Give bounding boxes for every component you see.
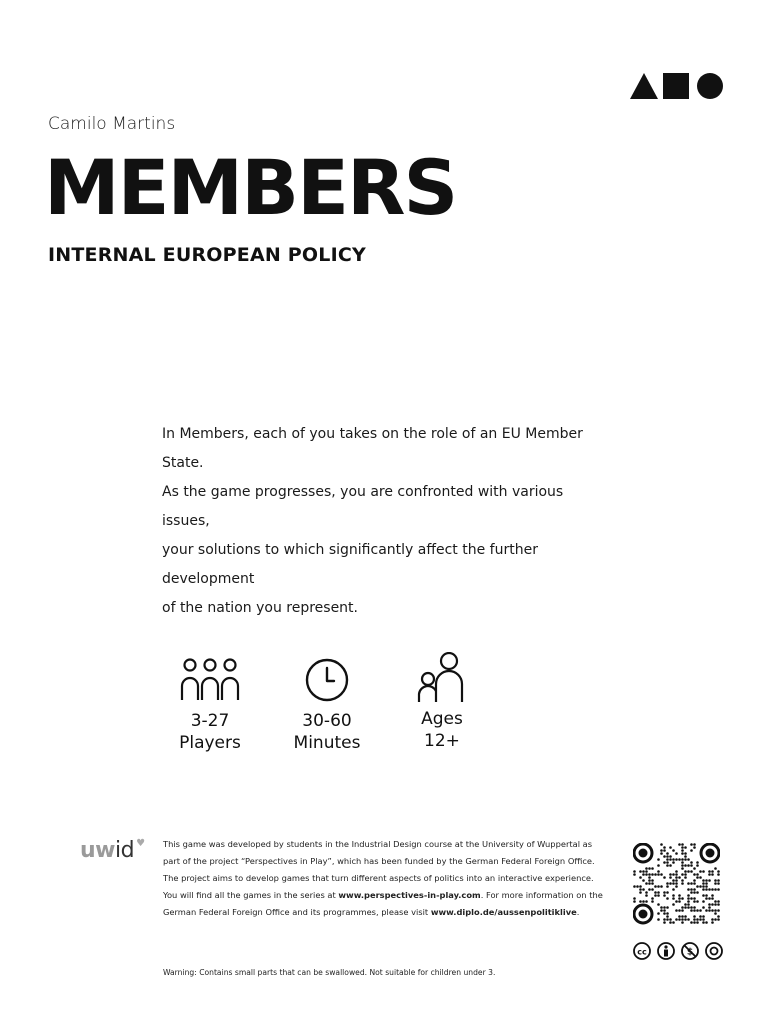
- stat-players: [150, 656, 270, 754]
- info-part-3: .: [576, 907, 580, 917]
- players-icon: [180, 656, 240, 702]
- by-icon: [658, 943, 674, 959]
- intro-line: of the nation you represent.: [162, 600, 358, 616]
- info-part-2: . For more information on the German Federal Foreign Office and its programmes, please visit: [163, 890, 603, 917]
- warning-text: Warning: Contains small parts that can be swallowed. Not suitable for children under 3.: [163, 968, 496, 977]
- heart-icon: ♥: [136, 838, 145, 849]
- sa-icon: [706, 943, 722, 959]
- info-text: [163, 836, 608, 921]
- intro-line: In Members, each of you takes on the role of an EU Member State.: [162, 426, 583, 471]
- logo-shapes-icon: [630, 72, 724, 100]
- game-subtitle: INTERNAL EUROPEAN POLICY: [48, 244, 366, 266]
- ages-value: Ages: [421, 709, 463, 729]
- qr-code-icon[interactable]: [633, 843, 720, 925]
- minutes-label: Minutes: [293, 733, 361, 753]
- cc-icon: [634, 943, 650, 959]
- uwid-logo-uw: uw: [80, 838, 115, 863]
- players-label: Players: [179, 733, 241, 753]
- nc-icon: [682, 943, 698, 959]
- clock-icon: [304, 656, 350, 702]
- stat-minutes: [267, 656, 387, 754]
- minutes-value: 30-60: [302, 711, 352, 731]
- license-icons: [633, 941, 723, 961]
- author-name: Camilo Martins: [48, 114, 176, 134]
- uwid-logo: [80, 838, 145, 863]
- intro-line: As the game progresses, you are confronted with various issues,: [162, 484, 564, 529]
- website-link[interactable]: www.perspectives-in-play.com: [338, 890, 481, 900]
- intro-line: your solutions to which significantly affect the further development: [162, 542, 538, 587]
- intro-text: [162, 420, 612, 623]
- info-part-1: This game was developed by students in the Industrial Design course at the University of Wuppertal as part of the project “Perspectives in Play”, which has been funded by the German Federal Foreign Office. The project aims to develop games that turn different aspects of politics into an interactive experience. You will find all the games in the series at: [163, 839, 595, 900]
- game-title: MEMBERS: [44, 143, 457, 232]
- uwid-logo-id: id: [115, 838, 135, 863]
- age-icon: [416, 652, 468, 704]
- diplo-link[interactable]: www.diplo.de/aussenpolitiklive: [430, 907, 577, 917]
- ages-label: 12+: [424, 731, 460, 751]
- players-value: 3-27: [190, 711, 230, 731]
- stat-ages: [382, 656, 502, 752]
- svg-text:cc: cc: [637, 947, 647, 957]
- svg-text:$: $: [686, 947, 694, 958]
